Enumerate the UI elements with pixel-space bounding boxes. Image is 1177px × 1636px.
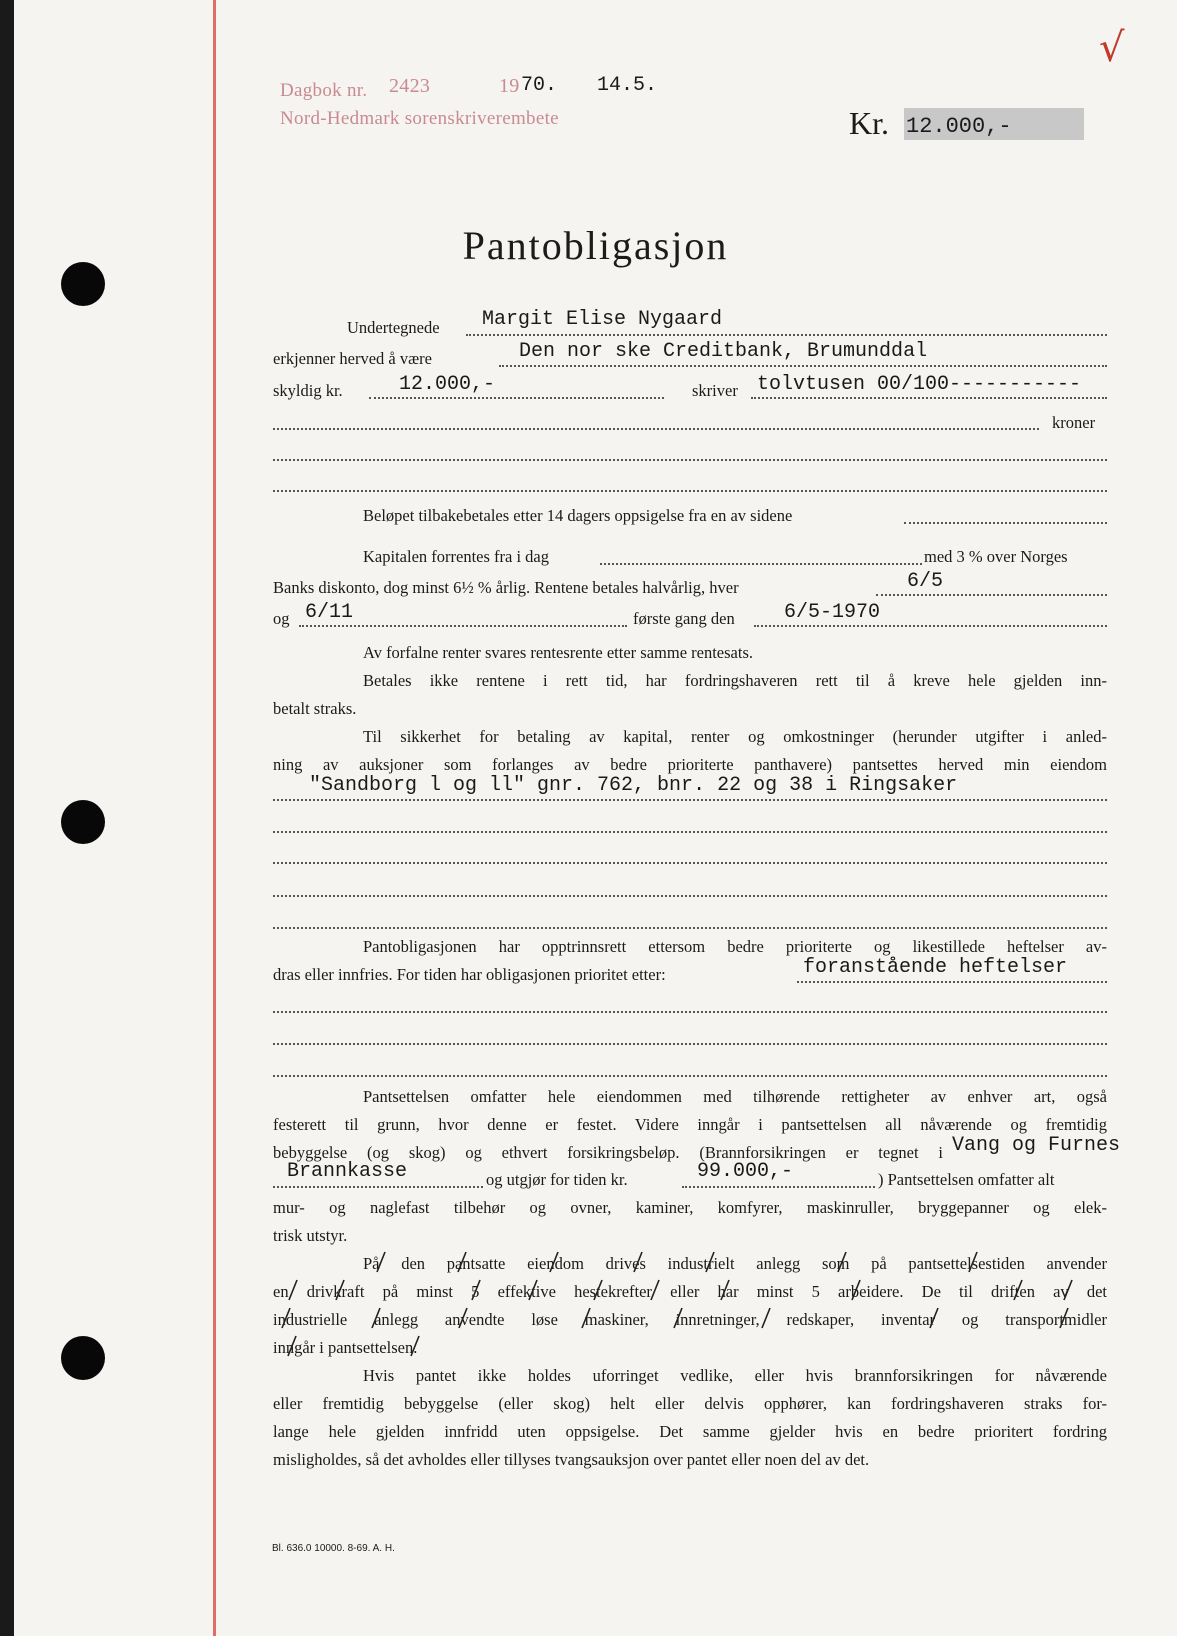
industry-text-4: inngår i pantsettelsen.: [273, 1338, 418, 1357]
scope-text-2: festerett til grunn, hvor denne er festet. Videre inngår i pantsettelsen all nåværende og fremtidig: [273, 1115, 1107, 1134]
scope-text-1: Pantsettelsen omfatter hele eiendommen med tilhørende rettigheter av enhver art, også: [363, 1087, 1107, 1106]
document-title: Pantobligasjon: [462, 223, 729, 268]
default-text-1: Betales ikke rentene i rett tid, har fordringshaveren rett til å kreve hele gjelden inn-: [363, 671, 1107, 690]
forste-value: 6/5-1970: [784, 601, 881, 624]
industry-text-1: På den pantsatte eiendom drives industrielt anlegg som på pantsettelsestiden anvender: [363, 1254, 1107, 1273]
maintenance-text-4: misligholdes, så det avholdes eller tillyses tvangsauksjon over pantet eller noen del av det.: [273, 1450, 870, 1469]
office-name: Nord-Hedmark sorenskriverembete: [280, 108, 559, 129]
insured-amount-label: og utgjør for tiden kr.: [486, 1170, 628, 1189]
skyldig-label: skyldig kr.: [273, 381, 343, 400]
dagbok-number: 2423: [389, 75, 431, 97]
skriver-value: tolvtusen 00/100-----------: [757, 373, 1082, 396]
scope-text-4b: ) Pantsettelsen omfatter alt: [878, 1170, 1055, 1189]
priority-value: foranstående heftelser: [803, 956, 1068, 979]
strike-marks: [14, 0, 1177, 1636]
overdue-interest-text: Av forfalne renter svares rentesrente etter samme rentesats.: [363, 643, 754, 662]
kr-amount: 12.000,-: [906, 114, 1012, 139]
priority-text-1: Pantobligasjonen har opptrinnsrett ettersom bedre prioriterte og likestillede heftelser av-: [363, 937, 1107, 956]
erkjenner-label: erkjenner herved å være: [273, 349, 432, 368]
industry-text-3: industrielle anlegg anvendte løse maskiner, innretninger, redskaper, inventar og transportmidler: [273, 1310, 1107, 1329]
insured-amount-value: 99.000,-: [697, 1160, 794, 1183]
erkjenner-value: Den nor ske Creditbank, Brumunddal: [519, 340, 928, 363]
interest-start-text: Kapitalen forrentes fra i dag: [363, 547, 549, 566]
dagbok-label: Dagbok nr.: [280, 80, 368, 101]
property-value: "Sandborg l og ll" gnr. 762, bnr. 22 og 38 i Ringsaker: [309, 774, 958, 797]
kr-label: Kr.: [849, 105, 889, 141]
year-suffix: 70.: [521, 74, 558, 97]
hver-value: 6/5: [907, 570, 944, 593]
discount-text: Banks diskonto, dog minst 6½ % årlig. Rentene betales halvårlig, hver: [273, 578, 739, 597]
og-value: 6/11: [305, 601, 354, 624]
undertegnede-value: Margit Elise Nygaard: [482, 308, 723, 331]
priority-text-2: dras eller innfries. For tiden har obligasjonen prioritet etter:: [273, 965, 666, 984]
forste-label: første gang den: [633, 609, 735, 628]
security-text-2: ning av auksjoner som forlanges av bedre prioriterte panthavere) pantsettes herved min eiendom: [273, 755, 1107, 774]
maintenance-text-1: Hvis pantet ikke holdes uforringet vedlike, eller hvis brannforsikringen for nåværende: [363, 1366, 1107, 1385]
interest-rate-text: med 3 % over Norges: [924, 547, 1068, 566]
journal-date: 14.5.: [597, 74, 658, 97]
maintenance-text-3: lange hele gjelden innfridd uten oppsigelse. Det samme gjelder hvis en bedre prioritert fordring: [273, 1422, 1107, 1441]
og-label: og: [273, 609, 290, 628]
undertegnede-label: Undertegnede: [347, 318, 440, 337]
insurer-value-1: Vang og Furnes: [952, 1134, 1121, 1157]
security-text-1: Til sikkerhet for betaling av kapital, renter og omkostninger (herunder utgifter i anled-: [363, 727, 1107, 746]
document-page: [14, 0, 1177, 1636]
form-footer: Bl. 636.0 10000. 8-69. A. H.: [272, 1543, 395, 1554]
skyldig-value: 12.000,-: [399, 373, 496, 396]
skriver-label: skriver: [692, 381, 738, 400]
check-mark: √: [1099, 25, 1125, 71]
year-prefix: 19: [499, 75, 520, 97]
default-text-2: betalt straks.: [273, 699, 357, 718]
scope-text-5: mur- og naglefast tilbehør og ovner, kaminer, komfyrer, maskinruller, bryggepanner og elek-: [273, 1198, 1107, 1217]
scope-text-3: bebyggelse (og skog) og ethvert forsikringsbeløp. (Brannforsikringen er tegnet i: [273, 1143, 943, 1162]
repayment-text: Beløpet tilbakebetales etter 14 dagers oppsigelse fra en av sidene: [363, 506, 793, 525]
scope-text-6: trisk utstyr.: [273, 1226, 348, 1245]
maintenance-text-2: eller fremtidig bebyggelse (eller skog) helt eller delvis opphører, kan fordringshaveren straks for-: [273, 1394, 1107, 1413]
kroner-label: kroner: [1052, 413, 1096, 432]
insurer-value-2: Brannkasse: [287, 1160, 408, 1183]
industry-text-2: en drivkraft på minst 5 effektive hestekrefter eller har minst 5 arbeidere. De til driften av det: [273, 1282, 1107, 1301]
